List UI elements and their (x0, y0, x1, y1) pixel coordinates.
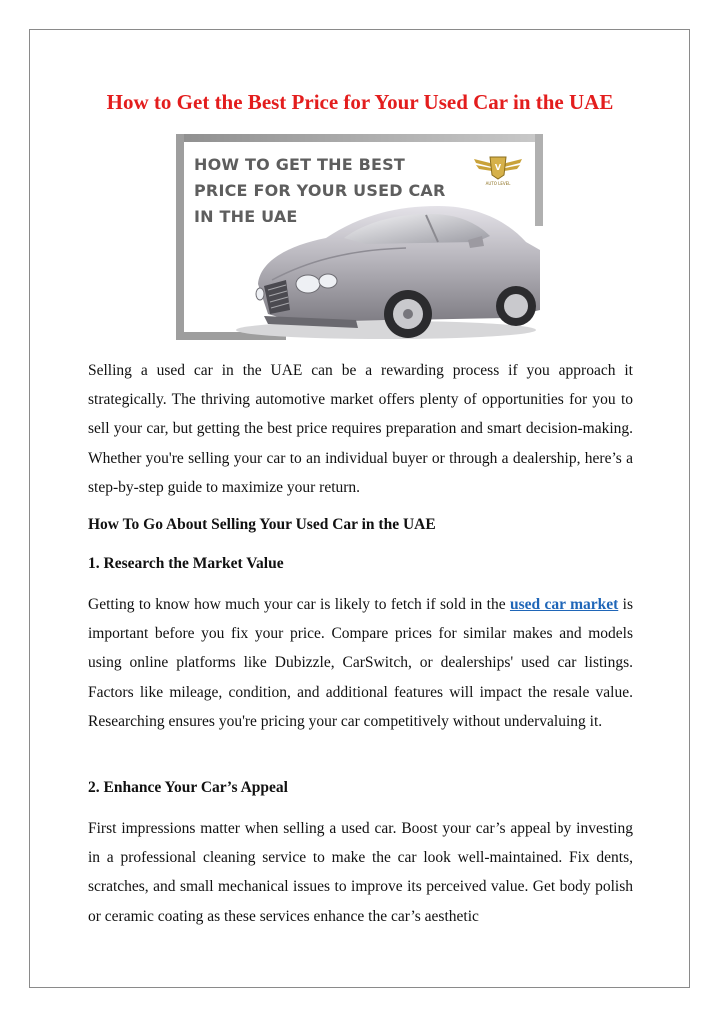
step-1-heading: 1. Research the Market Value (88, 555, 284, 572)
used-car-market-link[interactable]: used car market (509, 596, 619, 613)
banner-image (176, 134, 543, 340)
intro-paragraph: Selling a used car in the UAE can be a rewarding process if you approach it strategically. The thriving automotive market offers plenty of opportunities for you to sell your car, but getting the best price requires preparation and smart decision-making. Whether you're selling your car to an individual buyer or through a dealership, here’s a step-by-step guide to maximize your return. (88, 362, 633, 496)
banner-line-2: PRICE FOR YOUR USED CAR (194, 181, 446, 200)
step-1-text-end: is important before you fix your price. Compare prices for similar makes and models using online platforms like Dubizzle, CarSwitch, or dealerships' used car listings. Factors like mileage, condition, and additional features will impact the resale value. Researching ensures you're pricing your car competitively without undervaluing it. (88, 596, 633, 730)
banner-headline (194, 152, 446, 230)
banner-line-3: IN THE UAE (194, 207, 298, 226)
step-1-paragraph (88, 590, 633, 736)
logo-text: AUTO LEVEL (485, 181, 511, 186)
document-title: How to Get the Best Price for Your Used Car in the UAE (106, 90, 614, 114)
step-2-heading: 2. Enhance Your Car’s Appeal (88, 779, 288, 796)
section-heading: How To Go About Selling Your Used Car in the UAE (88, 516, 436, 533)
step-1-text-start: Getting to know how much your car is likely to fetch if sold in the (88, 596, 510, 613)
winged-car-badge-logo-icon (472, 151, 524, 187)
step-2-paragraph: First impressions matter when selling a used car. Boost your car’s appeal by investing in a professional cleaning service to make the car look well-maintained. Fix dents, scratches, and small mechanical issues to improve its perceived value. Get body polish or ceramic coating as these services enhance the car’s aesthetic (88, 820, 633, 925)
svg-text:V: V (494, 163, 502, 172)
banner-line-1: HOW TO GET THE BEST (194, 155, 406, 174)
